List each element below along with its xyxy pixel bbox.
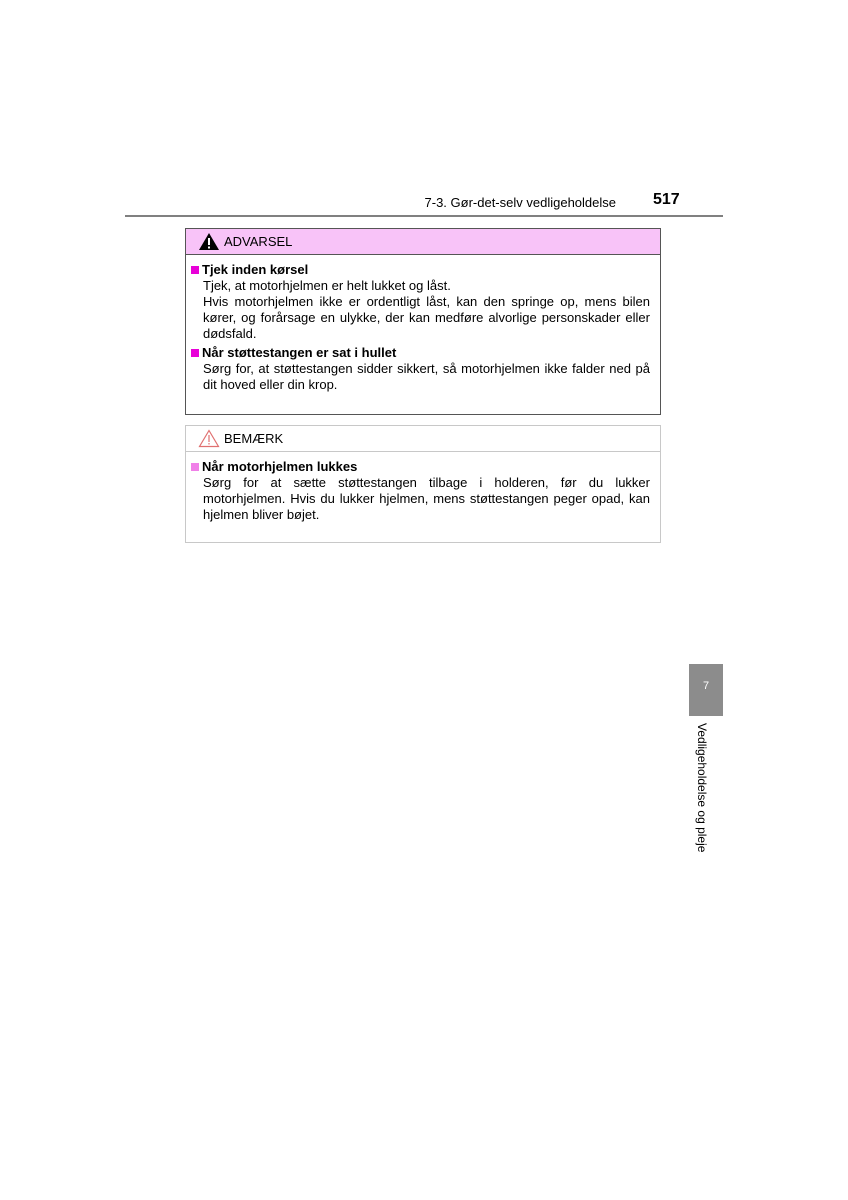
notice-item-title: Når motorhjelmen lukkes xyxy=(202,459,358,474)
warning-box xyxy=(185,228,661,415)
chapter-label: Vedligeholdelse og pleje xyxy=(695,723,709,853)
square-bullet-icon xyxy=(191,463,199,471)
notice-item xyxy=(191,459,650,523)
warning-item-title: Tjek inden kørsel xyxy=(202,262,309,277)
notice-header xyxy=(186,426,660,452)
warning-heading: ADVARSEL xyxy=(224,234,293,249)
header-divider xyxy=(125,215,723,217)
warning-triangle-icon xyxy=(198,232,220,251)
warning-item-text: Sørg for, at støttestangen sidder sikkert, så motorhjelmen ikke falder ned på dit hoved eller din krop. xyxy=(203,361,650,392)
notice-item-text: Sørg for at sætte støttestangen tilbage i holderen, før du lukker motorhjelmen. Hvis du lukker hjelmen, mens støttestangen peger opad, kan hjelmen bliver bøjet. xyxy=(203,475,650,522)
warning-item xyxy=(191,345,650,393)
page-number: 517 xyxy=(653,191,680,208)
square-bullet-icon xyxy=(191,266,199,274)
warning-item xyxy=(191,262,650,342)
notice-box xyxy=(185,425,661,543)
warning-item-title: Når støttestangen er sat i hullet xyxy=(202,345,397,360)
caution-triangle-icon xyxy=(198,429,220,448)
warning-item-text: Tjek, at motorhjelmen er helt lukket og låst. Hvis motorhjelmen ikke er ordentligt låst, kan den springe op, mens bilen kører, og forårsage en ulykke, der kan medføre alvorlige personskader eller dødsfald. xyxy=(203,278,650,341)
chapter-tab: 7 xyxy=(689,664,723,716)
notice-heading: BEMÆRK xyxy=(224,431,284,446)
section-title: 7-3. Gør-det-selv vedligeholdelse xyxy=(424,195,616,210)
warning-header xyxy=(186,229,660,255)
square-bullet-icon xyxy=(191,349,199,357)
